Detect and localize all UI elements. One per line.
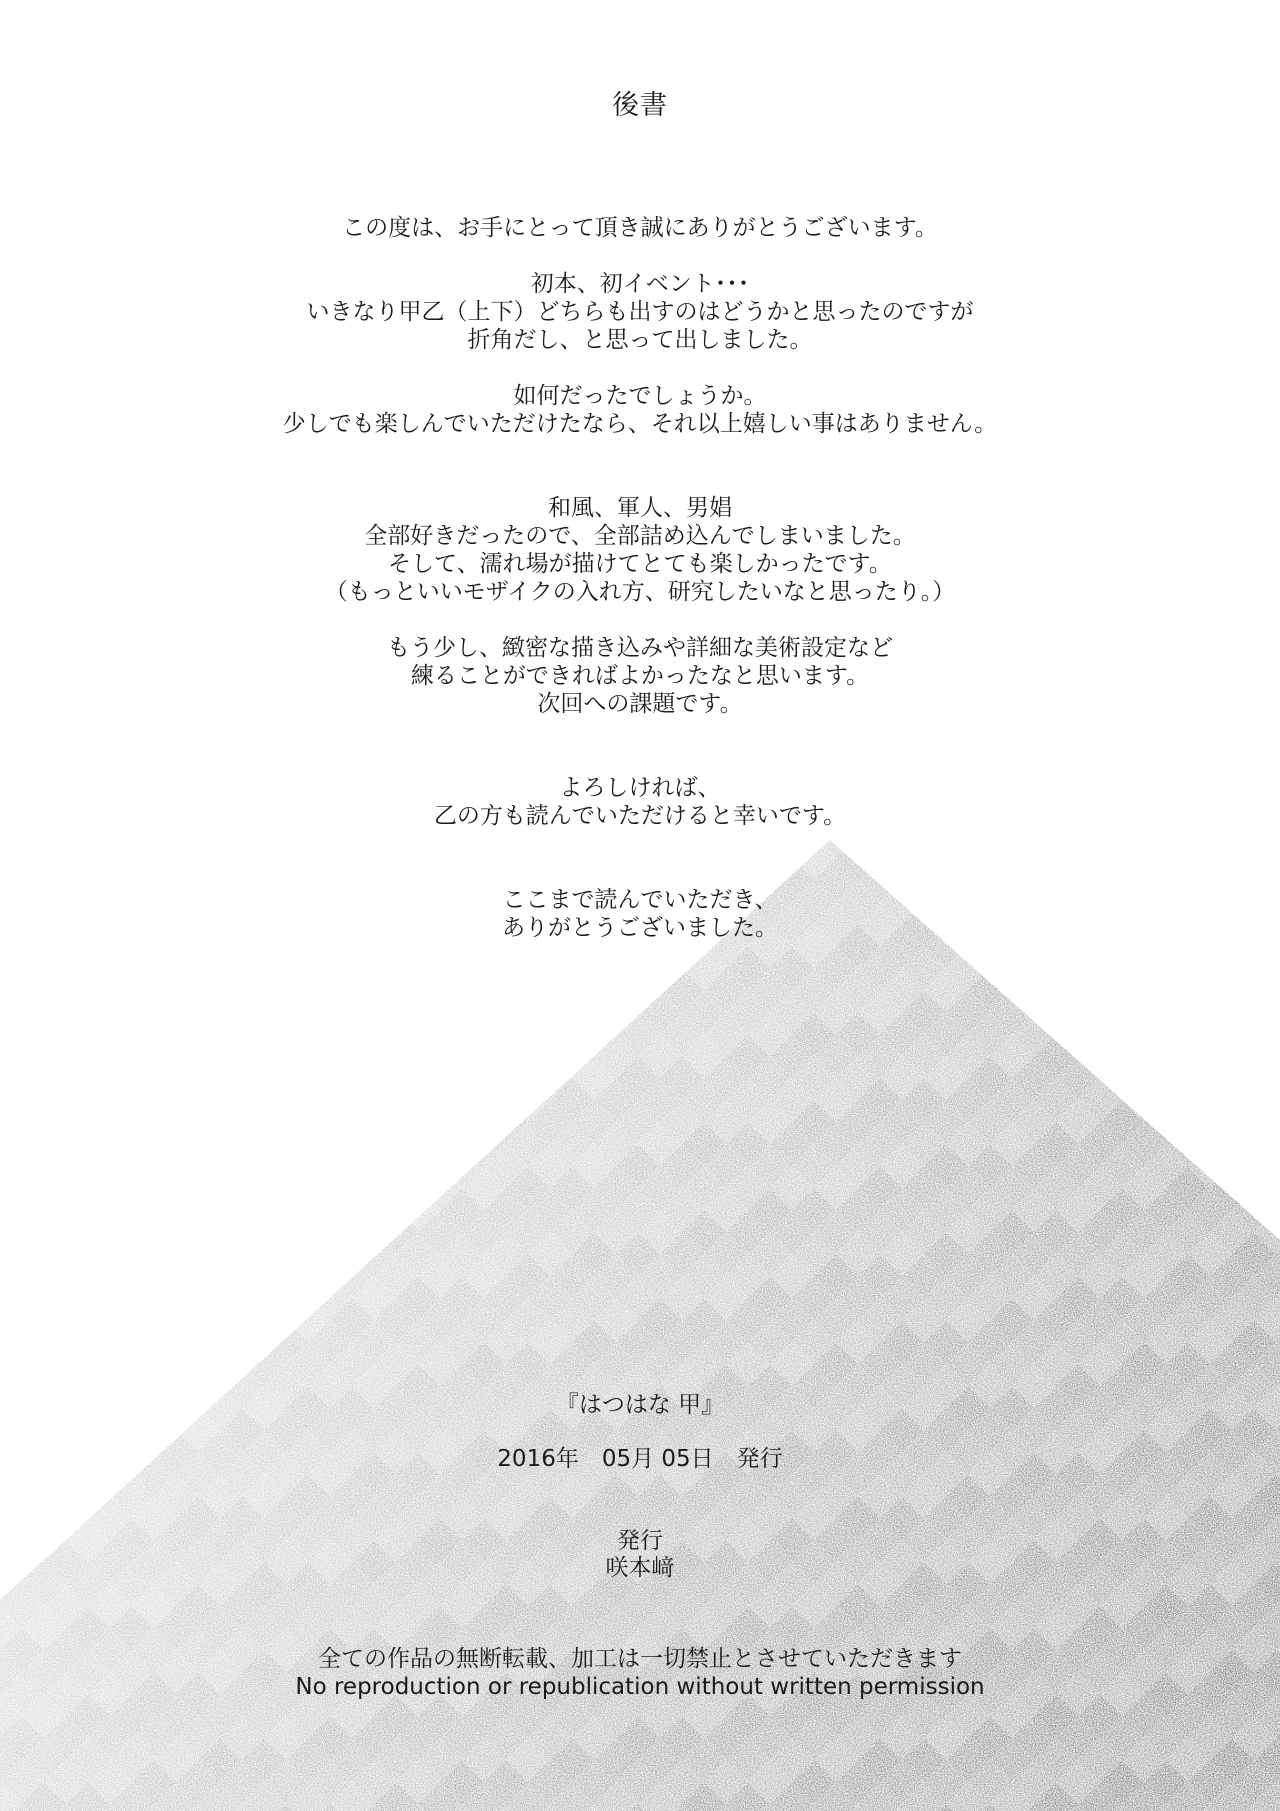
afterword-paragraph: [0, 634, 1280, 718]
publisher-name: 咲本﨑: [605, 1555, 675, 1581]
page-title: 後書: [612, 90, 668, 121]
afterword-paragraph: [0, 270, 1280, 354]
copyright-notice: [0, 1645, 1280, 1701]
afterword-paragraph: [0, 774, 1280, 830]
text-line: 次回への課題です。: [537, 691, 743, 717]
text-line: ありがとうございました。: [502, 915, 778, 941]
text-line: ここまで読んでいただき、: [502, 887, 778, 913]
publisher-label: 発行: [617, 1528, 663, 1554]
text-line: いきなり甲乙（上下）どちらも出すのはどうかと思ったのですが: [306, 299, 974, 325]
text-line: 乙の方も読んでいただけると幸いです。: [433, 803, 847, 829]
text-line: 如何だったでしょうか。: [513, 383, 767, 409]
book-title: 『はつはな 甲』: [555, 1392, 725, 1418]
text-line: 折角だし、と思って出しました。: [467, 327, 813, 353]
afterword-paragraph: [0, 382, 1280, 438]
copyright-notice-en: No reproduction or republication without written permission: [295, 1674, 985, 1700]
text-line: 練ることができればよかったなと思います。: [410, 663, 870, 689]
afterword-paragraph: [0, 214, 1280, 242]
text-line: そして、濡れ場が描けてとても楽しかったです。: [388, 551, 892, 577]
text-line: 全部好きだったので、全部詰め込んでしまいました。: [364, 523, 916, 549]
text-line: もう少し、緻密な描き込みや詳細な美術設定など: [387, 635, 893, 661]
publication-date: 2016年 05月 05日 発行: [497, 1446, 783, 1472]
publisher-block: [0, 1528, 1280, 1582]
copyright-notice-jp: 全ての作品の無断転載、加工は一切禁止とさせていただきます: [318, 1646, 962, 1672]
afterword-paragraph: [0, 886, 1280, 942]
text-line: （もっといいモザイクの入れ方、研究したいなと思ったり。）: [324, 579, 956, 605]
text-line: 和風、軍人、男娼: [548, 495, 732, 521]
text-line: 少しでも楽しんでいただけたなら、それ以上嬉しい事はありません。: [282, 411, 998, 437]
text-line: よろしければ、: [559, 775, 721, 801]
text-line: 初本、初イベント･･･: [530, 271, 750, 297]
afterword-paragraph: [0, 494, 1280, 606]
text-line: この度は、お手にとって頂き誠にありがとうございます。: [342, 215, 938, 241]
